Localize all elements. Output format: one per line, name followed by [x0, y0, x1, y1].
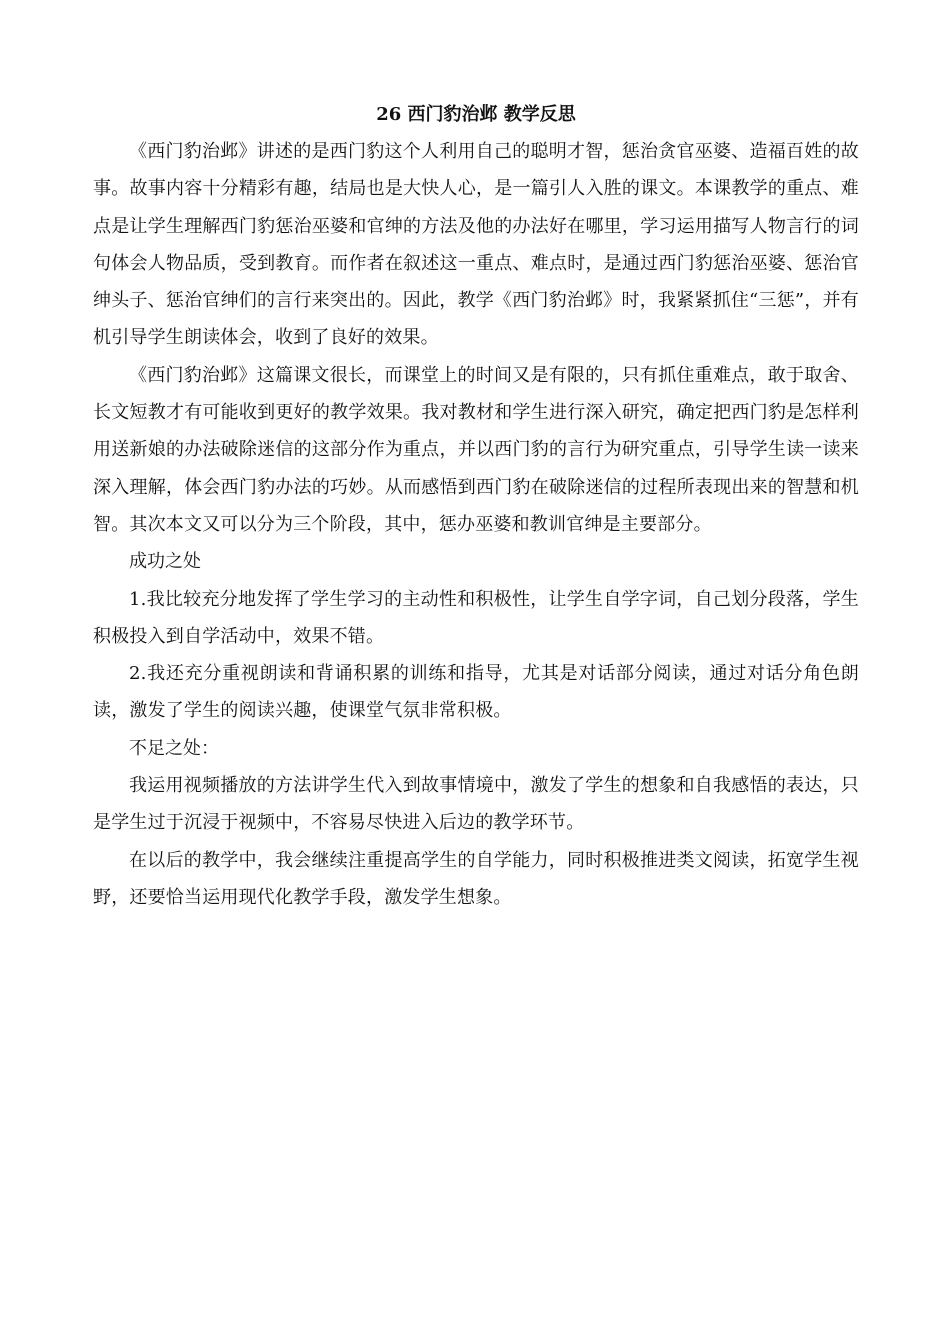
shortcoming-paragraph: 我运用视频播放的方法讲学生代入到故事情境中，激发了学生的想象和自我感悟的表达，只是学生过于沉浸于视频中，不容易尽快进入后边的教学环节。 [93, 775, 859, 834]
analysis-paragraph: 《西门豹治邺》这篇课文很长，而课堂上的时间又是有限的，只有抓住重难点，敢于取舍、长文短教才有可能收到更好的教学效果。我对教材和学生进行深入研究，确定把西门豹是怎样利用送新娘的办法破除迷信的这部分作为重点，并以西门豹的言行为研究重点，引导学生读一读来深入理解，体会西门豹办法的巧妙。从而感悟到西门豹在破除迷信的过程所表现出来的智慧和机智。其次本文又可以分为三个阶段，其中，惩办巫婆和教训官绅是主要部分。 [93, 364, 859, 535]
success-item-1: 1.我比较充分地发挥了学生学习的主动性和积极性，让学生自学字词，自己划分段落，学生积极投入到自学活动中，效果不错。 [93, 588, 859, 647]
document-title: 26 西门豹治邺 教学反思 [376, 104, 576, 125]
document-body [93, 96, 859, 916]
intro-paragraph: 《西门豹治邺》讲述的是西门豹这个人利用自己的聪明才智，惩治贪官巫婆、造福百姓的故事。故事内容十分精彩有趣，结局也是大快人心，是一篇引人入胜的课文。本课教学的重点、难点是让学生理解西门豹惩治巫婆和官绅的方法及他的办法好在哪里，学习运用描写人物言行的词句体会人物品质，受到教育。而作者在叙述这一重点、难点时，是通过西门豹惩治巫婆、惩治官绅头子、惩治官绅们的言行来突出的。因此，教学《西门豹治邺》时，我紧紧抓住“三惩”，并有机引导学生朗读体会，收到了良好的效果。 [93, 141, 859, 349]
closing-paragraph: 在以后的教学中，我会继续注重提高学生的自学能力，同时积极推进类文阅读，拓宽学生视野，还要恰当运用现代化教学手段，激发学生想象。 [93, 849, 859, 908]
success-item-2: 2.我还充分重视朗读和背诵积累的训练和指导，尤其是对话部分阅读，通过对话分角色朗读，激发了学生的阅读兴趣，使课堂气氛非常积极。 [93, 663, 859, 722]
shortcoming-heading: 不足之处： [129, 737, 219, 759]
success-heading: 成功之处 [129, 551, 201, 573]
